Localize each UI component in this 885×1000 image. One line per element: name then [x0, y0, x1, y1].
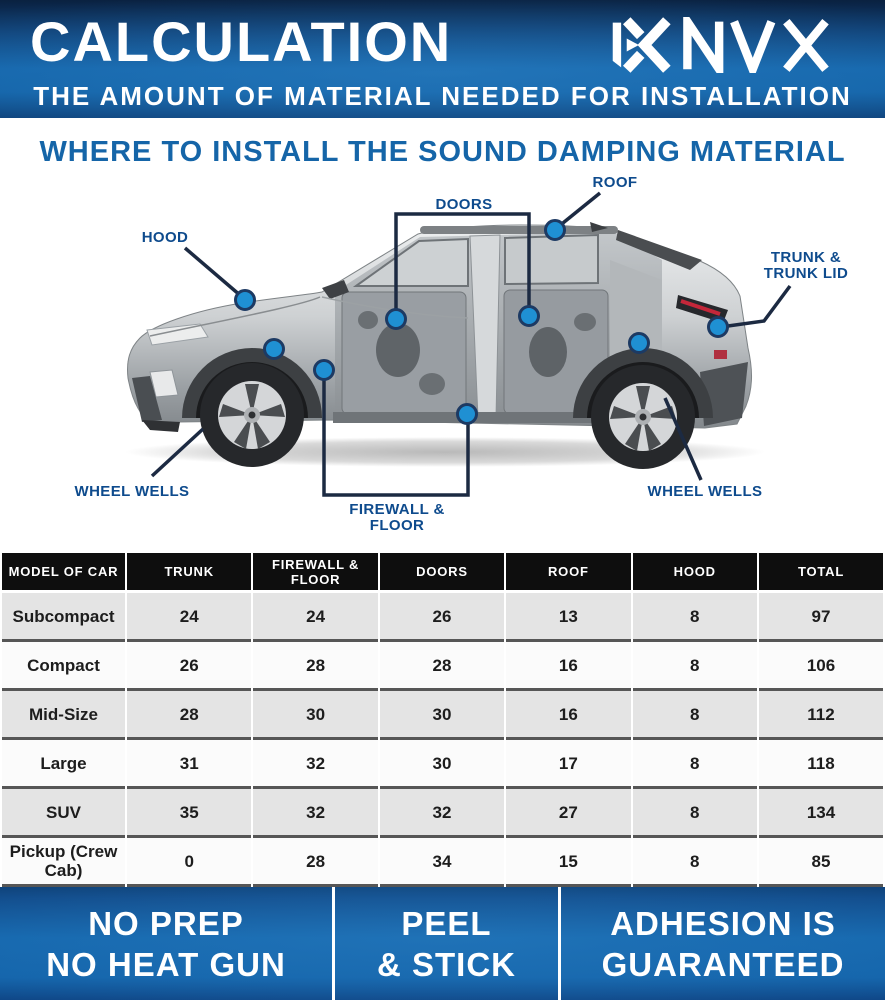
- column-header: MODEL OF CAR: [2, 553, 125, 593]
- section-heading: WHERE TO INSTALL THE SOUND DAMPING MATERIAL: [39, 136, 846, 168]
- value-cell: 8: [633, 642, 757, 691]
- nvx-logo-letters: [687, 22, 825, 70]
- value-cell: 32: [380, 789, 504, 838]
- value-cell: 24: [127, 593, 251, 642]
- value-cell: 28: [253, 642, 377, 691]
- table-header-row: [2, 553, 883, 593]
- value-cell: 34: [380, 838, 504, 887]
- table-row: [2, 642, 883, 691]
- car-diagram: [0, 120, 885, 553]
- value-cell: 8: [633, 838, 757, 887]
- model-cell: Mid-Size: [2, 691, 125, 740]
- column-header: TRUNK: [127, 553, 251, 593]
- value-cell: 32: [253, 789, 377, 838]
- rear-window-opening: [505, 235, 598, 284]
- value-cell: 24: [253, 593, 377, 642]
- value-cell: 17: [506, 740, 630, 789]
- door-hole: [419, 373, 445, 395]
- table-row: [2, 789, 883, 838]
- value-cell: 8: [633, 740, 757, 789]
- model-cell: Subcompact: [2, 593, 125, 642]
- value-cell: 30: [380, 740, 504, 789]
- value-cell: 16: [506, 691, 630, 740]
- material-table-section: [0, 553, 885, 887]
- page-title: CALCULATION: [30, 10, 453, 73]
- value-cell: 28: [127, 691, 251, 740]
- front-lip: [142, 420, 180, 432]
- label-roof: ROOF: [592, 174, 638, 191]
- column-header: ROOF: [506, 553, 630, 593]
- value-cell: 85: [759, 838, 883, 887]
- label-firewall-floor: FIREWALL & FLOOR: [349, 501, 445, 534]
- value-cell: 28: [253, 838, 377, 887]
- model-cell: Large: [2, 740, 125, 789]
- table-row: [2, 691, 883, 740]
- value-cell: 30: [253, 691, 377, 740]
- header-banner: [0, 0, 885, 118]
- front-door-dot: [387, 310, 406, 329]
- label-wheel-wells-left: WHEEL WELLS: [74, 483, 190, 500]
- label-doors: DOORS: [435, 196, 493, 213]
- value-cell: 35: [127, 789, 251, 838]
- rear-door-dot: [520, 307, 539, 326]
- trunk-dot: [709, 318, 728, 337]
- roof-dot: [546, 221, 565, 240]
- column-header: HOOD: [633, 553, 757, 593]
- door-hole: [358, 311, 378, 329]
- value-cell: 15: [506, 838, 630, 887]
- footer-item-peel-stick: PEEL & STICK: [332, 887, 561, 1000]
- footer-banner: [0, 887, 885, 1000]
- firewall-dot: [315, 361, 334, 380]
- column-header: FIREWALL & FLOOR: [253, 553, 377, 593]
- hood-dot: [236, 291, 255, 310]
- value-cell: 27: [506, 789, 630, 838]
- model-cell: Pickup (Crew Cab): [2, 838, 125, 887]
- door-hole: [529, 327, 567, 377]
- value-cell: 112: [759, 691, 883, 740]
- value-cell: 134: [759, 789, 883, 838]
- table-row: [2, 838, 883, 887]
- model-cell: SUV: [2, 789, 125, 838]
- column-header: DOORS: [380, 553, 504, 593]
- value-cell: 13: [506, 593, 630, 642]
- value-cell: 26: [127, 642, 251, 691]
- footer-item-no-prep: NO PREP NO HEAT GUN: [46, 904, 286, 983]
- value-cell: 8: [633, 593, 757, 642]
- value-cell: 32: [253, 740, 377, 789]
- table-row: [2, 593, 883, 642]
- value-cell: 28: [380, 642, 504, 691]
- value-cell: 118: [759, 740, 883, 789]
- footer-item-adhesion: ADHESION IS GUARANTEED: [601, 904, 845, 983]
- label-hood: HOOD: [141, 229, 189, 246]
- value-cell: 8: [633, 691, 757, 740]
- nvx-logo: [585, 17, 857, 73]
- value-cell: 26: [380, 593, 504, 642]
- value-cell: 31: [127, 740, 251, 789]
- value-cell: 30: [380, 691, 504, 740]
- value-cell: 0: [127, 838, 251, 887]
- model-cell: Compact: [2, 642, 125, 691]
- rear-wheel-well-dot: [630, 334, 649, 353]
- column-header: TOTAL: [759, 553, 883, 593]
- roof-rail: [420, 226, 618, 234]
- door-hole: [376, 323, 420, 377]
- label-trunk: TRUNK & TRUNK LID: [763, 249, 849, 282]
- header-subtitle: THE AMOUNT OF MATERIAL NEEDED FOR INSTALLATION: [33, 81, 852, 111]
- value-cell: 97: [759, 593, 883, 642]
- value-cell: 106: [759, 642, 883, 691]
- door-hole: [574, 313, 596, 331]
- material-table: [0, 553, 885, 887]
- value-cell: 16: [506, 642, 630, 691]
- material-table-body: [2, 593, 883, 887]
- floor-dot: [458, 405, 477, 424]
- label-wheel-wells-right: WHEEL WELLS: [647, 483, 763, 500]
- value-cell: 8: [633, 789, 757, 838]
- front-wheel-well-dot: [265, 340, 284, 359]
- rear-reflector: [714, 350, 727, 359]
- hood-callout-line: [185, 248, 241, 296]
- roof-callout-line: [558, 193, 600, 227]
- table-row: [2, 740, 883, 789]
